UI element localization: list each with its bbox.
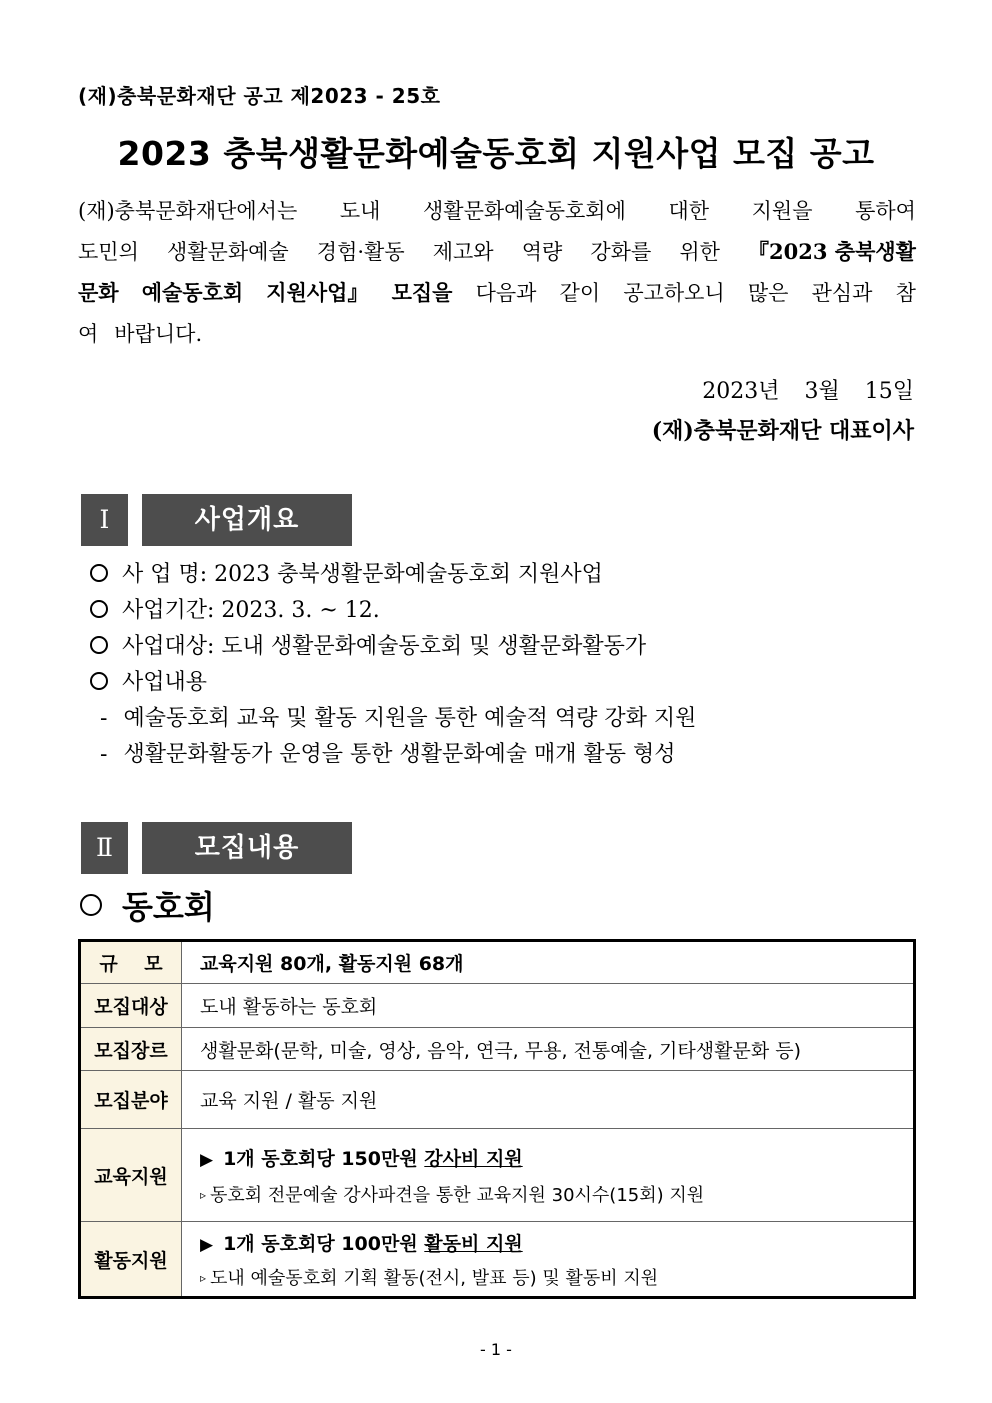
row-label-field: 모집분야 <box>80 1071 182 1129</box>
table-row <box>80 1071 915 1129</box>
date-month: 3월 <box>804 379 840 404</box>
section-1-number: Ⅰ <box>81 494 128 546</box>
intro-word: 대한 <box>668 199 710 223</box>
row-label-activity: 활동지원 <box>80 1222 182 1298</box>
program-name-start: 『2023 충북생활 <box>748 239 916 264</box>
row-value-activity <box>182 1222 915 1298</box>
row-value-education <box>182 1129 915 1222</box>
education-amount-text: 1개 동호회당 150만원 <box>223 1147 418 1170</box>
table-row <box>80 1129 915 1222</box>
intro-word: 도내 <box>339 199 381 223</box>
row-value-scale: 교육지원 80개, 활동지원 68개 <box>182 941 915 984</box>
circle-bullet-icon <box>90 672 108 690</box>
table-row <box>80 984 915 1028</box>
intro-word: 바랍니다. <box>114 322 203 346</box>
list-item <box>90 632 696 668</box>
row-label-scale: 규 모 <box>80 941 182 984</box>
row-value-target: 도내 활동하는 동호회 <box>182 984 915 1028</box>
row-value-field: 교육 지원 / 활동 지원 <box>182 1071 915 1129</box>
circle-bullet-icon <box>90 600 108 618</box>
activity-support-amount <box>200 1229 913 1256</box>
list-item <box>90 560 696 596</box>
intro-word: 관심과 <box>811 281 873 305</box>
dash-bullet-icon: - <box>100 742 108 767</box>
notice-date <box>684 374 914 405</box>
intro-line-3 <box>78 278 916 319</box>
overview-item-text: 사 업 명: 2023 충북생활문화예술동호회 지원사업 <box>122 562 603 587</box>
date-day: 15일 <box>864 379 914 404</box>
education-support-amount <box>200 1144 913 1171</box>
table-row <box>80 1222 915 1298</box>
overview-item-text: 사업내용 <box>122 670 208 695</box>
intro-word: 지원을 <box>751 199 813 223</box>
intro-line-4 <box>78 319 916 360</box>
intro-word: 통하여 <box>855 199 916 223</box>
intro-word: 공고하오니 <box>623 281 725 305</box>
document-title: 2023 충북생활문화예술동호회 지원사업 모집 공고 <box>117 134 875 173</box>
dash-bullet-icon: - <box>100 706 108 731</box>
activity-support-detail <box>200 1264 913 1290</box>
list-item <box>90 668 696 704</box>
intro-word: 역량 <box>521 240 563 264</box>
intro-word: 여 <box>78 322 99 346</box>
row-label-target: 모집대상 <box>80 984 182 1028</box>
overview-item-text: 사업대상: 도내 생활문화예술동호회 및 생활문화활동가 <box>122 634 647 659</box>
intro-word: 생활문화예술 <box>166 240 289 264</box>
triangle-bullet-icon: ▶ <box>200 1149 214 1170</box>
business-overview-list <box>90 560 696 776</box>
program-name-word: 모집을 <box>391 280 453 305</box>
intro-line-2 <box>78 237 916 278</box>
row-label-genre: 모집장르 <box>80 1028 182 1071</box>
detail-item-text: 예술동호회 교육 및 활동 지원을 통한 예술적 역량 강화 지원 <box>123 706 697 731</box>
notice-number: (재)충북문화재단 공고 제2023 - 25호 <box>78 84 441 108</box>
program-name-word: 지원사업』 <box>266 280 369 305</box>
small-triangle-bullet-icon: ▹ <box>200 1270 207 1285</box>
circle-bullet-icon <box>80 894 102 916</box>
education-detail-text: 동호회 전문예술 강사파견을 통한 교육지원 30시수(15회) 지원 <box>210 1184 705 1206</box>
intro-word: 참 <box>895 281 916 305</box>
page-number: - 1 - <box>480 1340 512 1359</box>
triangle-bullet-icon: ▶ <box>200 1234 214 1255</box>
row-label-education: 교육지원 <box>80 1129 182 1222</box>
list-item <box>90 740 696 776</box>
intro-word: 위한 <box>679 240 720 264</box>
intro-paragraph <box>78 196 916 360</box>
program-name-word: 예술동호회 <box>141 280 244 305</box>
detail-item-text: 생활문화활동가 운영을 통한 생활문화예술 매개 활동 형성 <box>123 742 676 767</box>
activity-support-type: 활동비 지원 <box>424 1232 523 1255</box>
circle-bullet-icon <box>90 636 108 654</box>
row-value-genre: 생활문화(문학, 미술, 영상, 음악, 연극, 무용, 전통예술, 기타생활문화 등) <box>182 1028 915 1071</box>
intro-word: 도민의 <box>78 240 139 264</box>
date-year: 2023년 <box>702 379 780 404</box>
intro-word: 경험·활동 <box>316 240 405 264</box>
education-support-type: 강사비 지원 <box>424 1147 523 1170</box>
subheading-text: 동호회 <box>122 888 215 926</box>
overview-item-text: 사업기간: 2023. 3. ~ 12. <box>122 598 380 623</box>
intro-line-1 <box>78 196 916 237</box>
recruitment-table <box>78 939 916 1299</box>
intro-word: 강화를 <box>590 240 652 264</box>
list-item <box>90 596 696 632</box>
intro-word: 다음과 <box>475 281 537 305</box>
program-name-word: 문화 <box>78 280 119 305</box>
activity-amount-text: 1개 동호회당 100만원 <box>223 1232 418 1255</box>
circle-bullet-icon <box>90 564 108 582</box>
intro-word: 같이 <box>559 281 601 305</box>
section-1-title: 사업개요 <box>142 494 352 546</box>
club-subheading <box>80 882 215 928</box>
intro-word: 많은 <box>747 281 789 305</box>
activity-detail-text: 도내 예술동호회 기획 활동(전시, 발표 등) 및 활동비 지원 <box>210 1267 659 1289</box>
intro-word: 제고와 <box>432 240 494 264</box>
issuing-organization: (재)충북문화재단 대표이사 <box>651 418 914 444</box>
table-row <box>80 1028 915 1071</box>
small-triangle-bullet-icon: ▹ <box>200 1187 207 1202</box>
intro-word: (재)충북문화재단에서는 <box>78 199 298 223</box>
intro-word: 생활문화예술동호회에 <box>423 199 626 223</box>
table-row <box>80 941 915 984</box>
section-2-number: Ⅱ <box>81 822 128 874</box>
list-item <box>90 704 696 740</box>
section-2-title: 모집내용 <box>142 822 352 874</box>
education-support-detail <box>200 1181 913 1207</box>
